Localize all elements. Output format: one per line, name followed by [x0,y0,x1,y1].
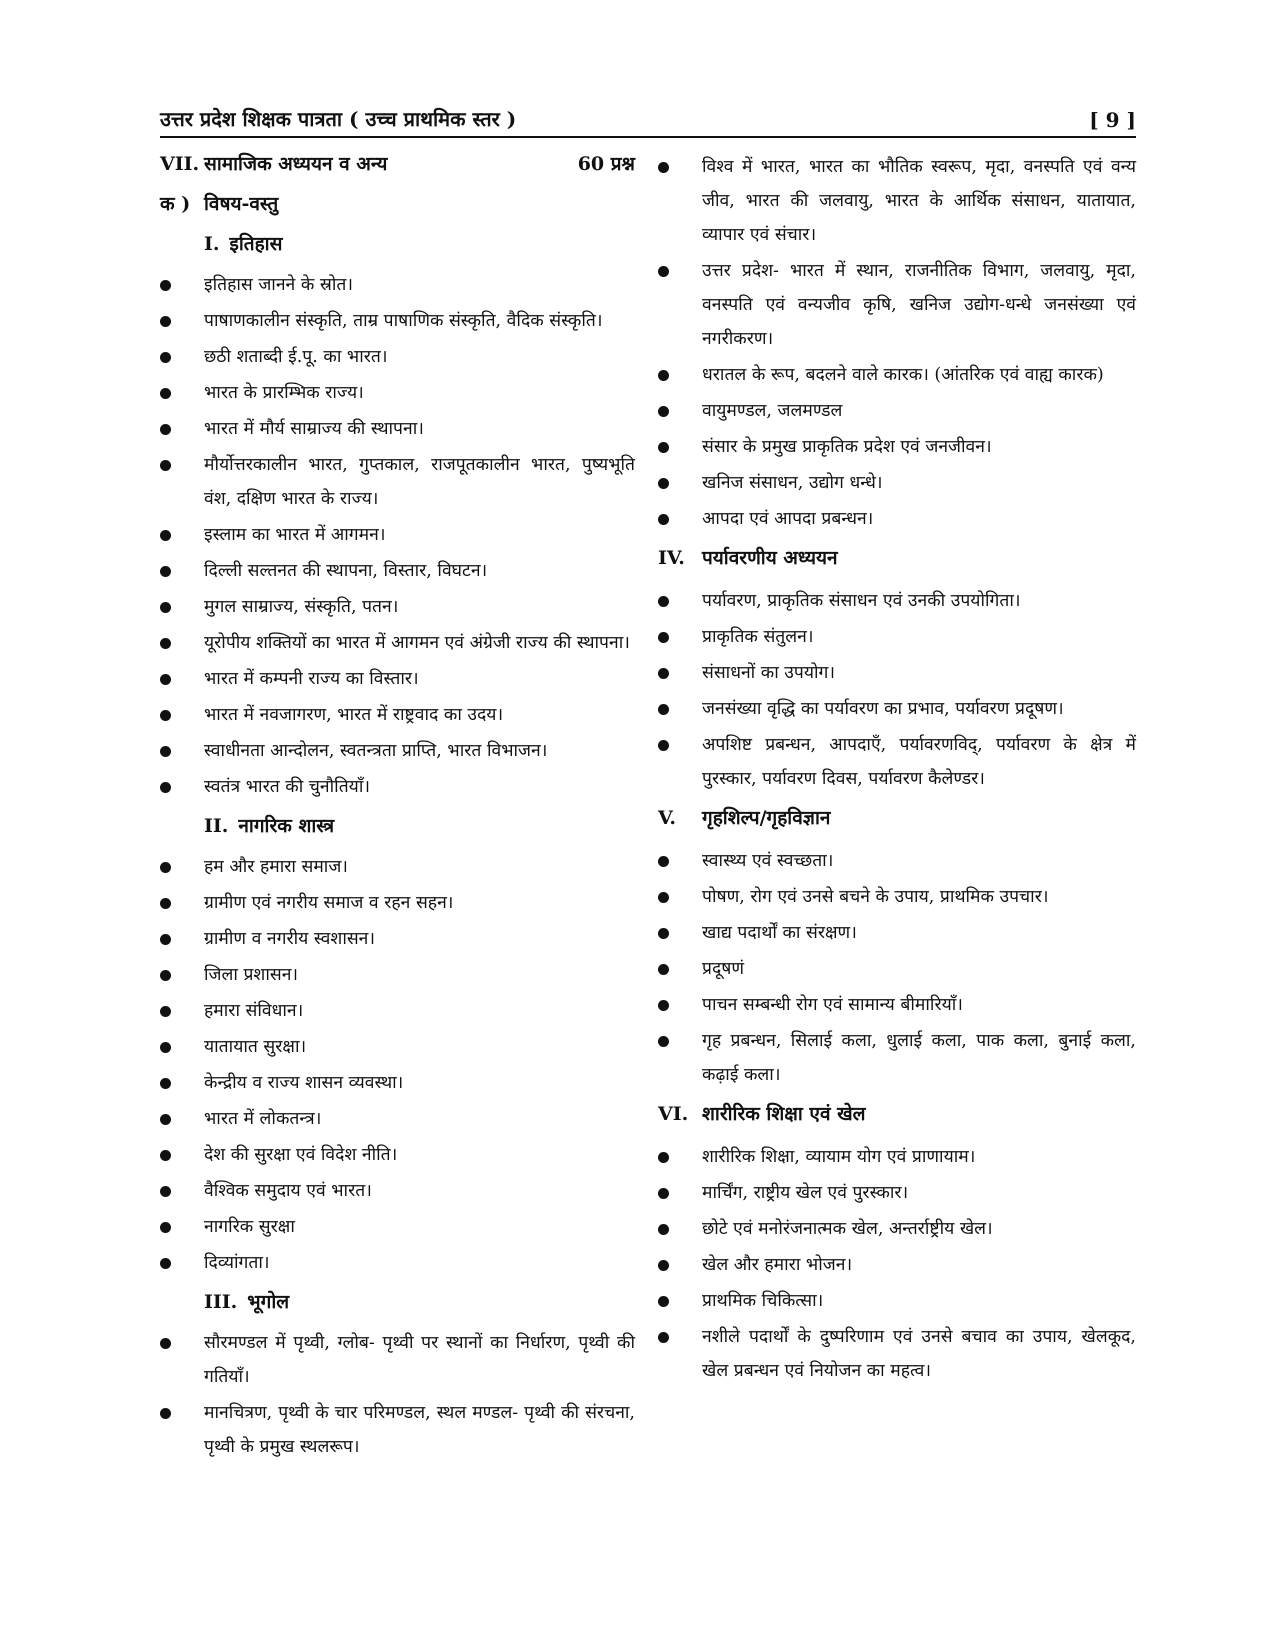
list-item [658,254,1136,356]
bullet-icon [160,388,171,399]
list-item-text: भारत में लोकतन्त्र। [204,1109,322,1129]
bullet-icon [658,596,669,607]
bullet-icon [658,856,669,867]
bullet-icon [160,460,171,471]
list-item-text: अपशिष्ट प्रबन्धन, आपदाएँ, पर्यावरणविद्, पर्यावरण के क्षेत्र में पुरस्कार, पर्यावरण दिवस, पर्यावरण कैलेण्डर। [702,735,1136,789]
bullet-icon [658,1332,669,1343]
list-item [160,590,635,624]
list-item [160,662,635,696]
bullet-icon [658,1224,669,1235]
bullet-icon [160,1042,171,1053]
bullet-icon [658,1036,669,1047]
bullet-icon [658,442,669,453]
list-item [160,626,635,660]
list-item [160,1138,635,1172]
list-item-text: इस्लाम का भारत में आगमन। [204,525,386,545]
bullet-icon [160,602,171,613]
list-item-text: विश्व में भारत, भारत का भौतिक स्वरूप, मृदा, वनस्पति एवं वन्य जीव, भारत की जलवायु, भारत के आर्थिक संसाधन, यातायात, व्यापार एवं संचार। [702,157,1136,245]
list-item-text: ग्रामीण व नगरीय स्वशासन। [204,929,376,949]
list-item [658,880,1136,914]
bullet-icon [160,280,171,291]
page-header [160,104,1136,138]
page-number: [ 9 ] [1089,108,1136,132]
bullet-icon [160,1078,171,1089]
list-item-text: संसार के प्रमुख प्राकृतिक प्रदेश एवं जनजीवन। [702,437,992,457]
list-item [160,1396,635,1464]
bullet-icon [658,514,669,525]
bullet-icon [160,1006,171,1017]
home-science-list [658,844,1136,1092]
list-item [658,358,1136,392]
civics-heading [204,812,635,840]
bullet-icon [658,478,669,489]
geography-list-continued [658,150,1136,536]
bullet-icon [160,424,171,435]
list-item-text: वैश्विक समुदाय एवं भारत। [204,1181,372,1201]
list-item-text: पाचन सम्बन्धी रोग एवं सामान्य बीमारियाँ। [702,995,963,1015]
physical-education-heading [658,1100,1136,1128]
bullet-icon [160,1114,171,1125]
environment-numeral: IV. [658,547,685,569]
bullet-icon [160,782,171,793]
list-item [658,1284,1136,1318]
bullet-icon [658,406,669,417]
list-item [160,1102,635,1136]
list-item [658,430,1136,464]
physical-education-list [658,1140,1136,1388]
list-item [160,1174,635,1208]
subsection-heading [160,190,635,218]
list-item [160,412,635,446]
list-item-text: जिला प्रशासन। [204,965,299,985]
list-item [160,268,635,302]
list-item [160,304,635,338]
list-item-text: खेल और हमारा भोजन। [702,1255,853,1275]
bullet-icon [658,1296,669,1307]
list-item-text: देश की सुरक्षा एवं विदेश नीति। [204,1145,398,1165]
list-item-text: स्वास्थ्य एवं स्वच्छता। [702,851,834,871]
page-header-title: उत्तर प्रदेश शिक्षक पात्रता ( उच्च प्राथमिक स्तर ) [160,107,517,131]
list-item [658,1212,1136,1246]
list-item-text: गृह प्रबन्धन, सिलाई कला, धुलाई कला, पाक कला, बुनाई कला, कढ़ाई कला। [702,1031,1136,1085]
geography-title: भूगोल [247,1291,290,1313]
list-item [160,518,635,552]
left-column [160,150,635,1472]
home-science-numeral: V. [658,807,677,829]
list-item-text: दिव्यांगता। [204,1253,270,1273]
civics-title: नागरिक शास्त्र [238,815,335,837]
bullet-icon [658,162,669,173]
list-item-text: मुगल साम्राज्य, संस्कृति, पतन। [204,597,399,617]
bullet-icon [160,316,171,327]
bullet-icon [658,964,669,975]
bullet-icon [658,704,669,715]
list-item-text: यूरोपीय शक्तियों का भारत में आगमन एवं अंग्रेजी राज्य की स्थापना। [204,633,630,653]
list-item [160,734,635,768]
list-item-text: धरातल के रूप, बदलने वाले कारक। (आंतरिक एवं वाह्य कारक) [702,365,1104,385]
list-item [658,620,1136,654]
list-item [658,1024,1136,1092]
bullet-icon [160,1258,171,1269]
list-item-text: दिल्ली सल्तनत की स्थापना, विस्तार, विघटन। [204,561,488,581]
list-item-text: आपदा एवं आपदा प्रबन्धन। [702,509,874,529]
list-item [658,1320,1136,1388]
list-item-text: पाषाणकालीन संस्कृति, ताम्र पाषाणिक संस्कृति, वैदिक संस्कृति। [204,311,603,331]
bullet-icon [160,352,171,363]
list-item-text: खाद्य पदार्थों का संरक्षण। [702,923,857,943]
list-item [658,988,1136,1022]
list-item-text: छठी शताब्दी ई.पू. का भारत। [204,347,388,367]
home-science-title: गृहशिल्प/गृहविज्ञान [702,807,831,829]
list-item-text: भारत में मौर्य साम्राज्य की स्थापना। [204,419,424,439]
bullet-icon [658,928,669,939]
list-item [160,376,635,410]
list-item-text: मौर्योत्तरकालीन भारत, गुप्तकाल, राजपूतकालीन भारत, पुष्यभूति वंश, दक्षिण भारत के राज्य। [204,455,635,509]
bullet-icon [658,668,669,679]
history-numeral: I. [204,233,220,255]
bullet-icon [160,1186,171,1197]
subsection-title: विषय-वस्तु [204,193,279,215]
physical-education-title: शारीरिक शिक्षा एवं खेल [702,1103,866,1125]
bullet-icon [160,1408,171,1419]
list-item [160,1030,635,1064]
bullet-icon [160,746,171,757]
home-science-heading [658,804,1136,832]
list-item [658,584,1136,618]
list-item [160,1326,635,1394]
bullet-icon [160,970,171,981]
civics-numeral: II. [204,815,229,837]
list-item-text: भारत में कम्पनी राज्य का विस्तार। [204,669,419,689]
bullet-icon [658,1188,669,1199]
history-list [160,268,635,804]
list-item-text: प्रदूषणं [702,959,745,979]
list-item [658,150,1136,252]
list-item [658,916,1136,950]
list-item [658,394,1136,428]
bullet-icon [658,1000,669,1011]
list-item-text: नशीले पदार्थों के दुष्परिणाम एवं उनसे बचाव का उपाय, खेलकूद, खेल प्रबन्धन एवं नियोजन का महत्व। [702,1327,1136,1381]
bullet-icon [160,934,171,945]
bullet-icon [160,898,171,909]
list-item [658,502,1136,536]
section-number: VII. [160,153,200,175]
bullet-icon [160,530,171,541]
geography-numeral: III. [204,1291,238,1313]
geography-heading [204,1288,635,1316]
list-item-text: जनसंख्या वृद्धि का पर्यावरण का प्रभाव, पर्यावरण प्रदूषण। [702,699,1064,719]
list-item [160,770,635,804]
bullet-icon [160,638,171,649]
list-item [160,886,635,920]
civics-list [160,850,635,1280]
list-item [160,958,635,992]
bullet-icon [658,1152,669,1163]
list-item [160,1210,635,1244]
bullet-icon [658,266,669,277]
right-column [658,150,1136,1396]
list-item-text: भारत के प्रारम्भिक राज्य। [204,383,364,403]
list-item [160,1246,635,1280]
list-item [160,448,635,516]
list-item [160,340,635,374]
list-item-text: इतिहास जानने के स्रोत। [204,275,353,295]
list-item-text: प्राथमिक चिकित्सा। [702,1291,824,1311]
environment-list [658,584,1136,796]
question-count: 60 प्रश्न [577,153,635,175]
section-title: सामाजिक अध्ययन व अन्य [204,153,388,175]
physical-education-numeral: VI. [658,1103,689,1125]
list-item [160,698,635,732]
list-item [160,554,635,588]
list-item-text: केन्द्रीय व राज्य शासन व्यवस्था। [204,1073,404,1093]
environment-title: पर्यावरणीय अध्ययन [702,547,838,569]
history-heading [204,230,635,258]
list-item-text: भारत में नवजागरण, भारत में राष्ट्रवाद का उदय। [204,705,504,725]
list-item-text: प्राकृतिक संतुलन। [702,627,814,647]
subsection-marker: क ) [160,193,191,215]
list-item [160,1066,635,1100]
bullet-icon [160,1150,171,1161]
list-item [658,844,1136,878]
bullet-icon [160,1338,171,1349]
list-item [658,952,1136,986]
list-item [658,1176,1136,1210]
list-item [658,1140,1136,1174]
list-item-text: यातायात सुरक्षा। [204,1037,307,1057]
list-item-text: नागरिक सुरक्षा [204,1217,295,1237]
bullet-icon [658,370,669,381]
list-item-text: मार्चिंग, राष्ट्रीय खेल एवं पुरस्कार। [702,1183,909,1203]
bullet-icon [658,632,669,643]
geography-list [160,1326,635,1464]
list-item [160,850,635,884]
list-item-text: खनिज संसाधन, उद्योग धन्धे। [702,473,883,493]
bullet-icon [658,1260,669,1271]
bullet-icon [160,862,171,873]
list-item-text: ग्रामीण एवं नगरीय समाज व रहन सहन। [204,893,454,913]
list-item [658,656,1136,690]
list-item-text: पर्यावरण, प्राकृतिक संसाधन एवं उनकी उपयोगिता। [702,591,1021,611]
list-item-text: छोटे एवं मनोरंजनात्मक खेल, अन्तर्राष्ट्रीय खेल। [702,1219,993,1239]
bullet-icon [658,740,669,751]
list-item-text: उत्तर प्रदेश- भारत में स्थान, राजनीतिक विभाग, जलवायु, मृदा, वनस्पति एवं वन्यजीव कृषि, खनिज उद्योग-धन्धे जनसंख्या एवं नगरीकरण। [702,261,1136,349]
list-item [658,1248,1136,1282]
list-item [160,994,635,1028]
list-item [160,922,635,956]
list-item-text: संसाधनों का उपयोग। [702,663,835,683]
bullet-icon [160,566,171,577]
list-item-text: मानचित्रण, पृथ्वी के चार परिमण्डल, स्थल मण्डल- पृथ्वी की संरचना, पृथ्वी के प्रमुख स्थलरूप। [204,1403,635,1457]
bullet-icon [160,710,171,721]
list-item-text: हम और हमारा समाज। [204,857,348,877]
list-item-text: शारीरिक शिक्षा, व्यायाम योग एवं प्राणायाम। [702,1147,976,1167]
list-item-text: स्वतंत्र भारत की चुनौतियाँ। [204,777,370,797]
history-title: इतिहास [229,233,283,255]
list-item-text: वायुमण्डल, जलमण्डल [702,401,843,421]
list-item-text: हमारा संविधान। [204,1001,304,1021]
list-item [658,728,1136,796]
list-item-text: पोषण, रोग एवं उनसे बचने के उपाय, प्राथमिक उपचार। [702,887,1049,907]
list-item-text: स्वाधीनता आन्दोलन, स्वतन्त्रता प्राप्ति, भारत विभाजन। [204,741,548,761]
bullet-icon [658,892,669,903]
list-item [658,692,1136,726]
bullet-icon [160,1222,171,1233]
list-item-text: सौरमण्डल में पृथ्वी, ग्लोब- पृथ्वी पर स्थानों का निर्धारण, पृथ्वी की गतियाँ। [204,1333,635,1387]
bullet-icon [160,674,171,685]
environment-heading [658,544,1136,572]
list-item [658,466,1136,500]
section-heading [160,150,635,178]
